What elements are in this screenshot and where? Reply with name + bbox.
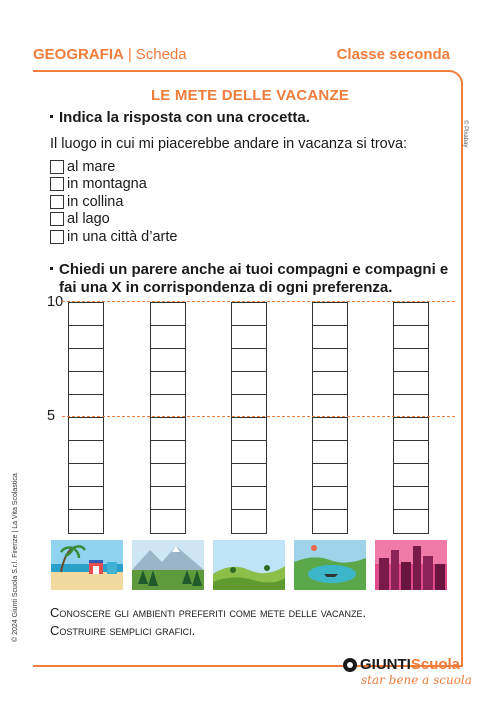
- tally-cell[interactable]: [69, 349, 103, 372]
- tally-cell[interactable]: [151, 303, 185, 326]
- y-label-max: 10: [47, 294, 64, 310]
- instruction-2: [50, 261, 448, 297]
- tally-cell[interactable]: [394, 441, 428, 464]
- bullet-icon: [50, 267, 53, 270]
- checkbox[interactable]: [50, 160, 64, 174]
- tally-cell[interactable]: [69, 372, 103, 395]
- tally-cell[interactable]: [151, 326, 185, 349]
- logo-brand-accent: Scuola: [410, 656, 461, 673]
- tally-cell[interactable]: [232, 326, 266, 349]
- tally-cell[interactable]: [151, 487, 185, 510]
- tally-cell[interactable]: [313, 395, 347, 418]
- tally-cell[interactable]: [232, 464, 266, 487]
- tally-column[interactable]: [393, 302, 429, 534]
- copyright-sidebar: [12, 472, 22, 642]
- options-list: [50, 158, 177, 246]
- tally-cell[interactable]: [69, 326, 103, 349]
- tally-cell[interactable]: [232, 303, 266, 326]
- tally-cell[interactable]: [151, 441, 185, 464]
- header-subject-line: [33, 46, 187, 63]
- tally-cell[interactable]: [394, 349, 428, 372]
- option-item[interactable]: [50, 158, 177, 176]
- tally-cell[interactable]: [313, 303, 347, 326]
- option-label: al lago: [67, 211, 110, 228]
- tally-cell[interactable]: [232, 395, 266, 418]
- tally-cell[interactable]: [394, 464, 428, 487]
- y-label-mid: 5: [47, 408, 56, 424]
- tally-cell[interactable]: [394, 395, 428, 418]
- tally-cell[interactable]: [313, 464, 347, 487]
- checkbox[interactable]: [50, 212, 64, 226]
- tally-cell[interactable]: [69, 487, 103, 510]
- tally-cell[interactable]: [232, 349, 266, 372]
- logo-tagline: star bene a scuola: [361, 673, 472, 687]
- tally-cell[interactable]: [151, 464, 185, 487]
- header-separator: |: [127, 46, 132, 63]
- section-label: Scheda: [135, 46, 187, 63]
- tally-cell[interactable]: [313, 349, 347, 372]
- tally-cell[interactable]: [394, 372, 428, 395]
- photo-credit: [462, 120, 476, 150]
- tally-cell[interactable]: [394, 418, 428, 441]
- tally-cell[interactable]: [69, 418, 103, 441]
- giunti-scuola-logo: [343, 656, 472, 687]
- tally-cell[interactable]: [232, 510, 266, 533]
- beach-picture: [51, 540, 123, 590]
- tally-cell[interactable]: [69, 464, 103, 487]
- tally-cell[interactable]: [313, 326, 347, 349]
- copyright-text: © 2024 Giunti Scuola S.r.l. Firenze | La Vita Scolastica: [12, 473, 19, 642]
- tally-cell[interactable]: [394, 510, 428, 533]
- tally-cell[interactable]: [151, 372, 185, 395]
- bullet-icon: [50, 115, 53, 118]
- tally-cell[interactable]: [151, 510, 185, 533]
- lake-picture: [294, 540, 366, 590]
- mountain-picture: [132, 540, 204, 590]
- tally-cell[interactable]: [394, 326, 428, 349]
- tally-cell[interactable]: [151, 349, 185, 372]
- option-item[interactable]: [50, 228, 177, 246]
- city-picture: [375, 540, 447, 590]
- tally-column[interactable]: [312, 302, 348, 534]
- instruction-1-text: Indica la risposta con una crocetta.: [59, 109, 310, 126]
- tally-cell[interactable]: [232, 418, 266, 441]
- tally-column[interactable]: [68, 302, 104, 534]
- tally-cell[interactable]: [232, 441, 266, 464]
- tally-cell[interactable]: [69, 441, 103, 464]
- tally-column[interactable]: [231, 302, 267, 534]
- tally-cell[interactable]: [232, 487, 266, 510]
- tally-cell[interactable]: [69, 510, 103, 533]
- option-label: in collina: [67, 193, 124, 210]
- tally-cell[interactable]: [313, 418, 347, 441]
- hill-picture: [213, 540, 285, 590]
- tally-cell[interactable]: [394, 303, 428, 326]
- logo-brand: GIUNTI: [360, 656, 411, 673]
- tally-cell[interactable]: [394, 487, 428, 510]
- tally-cell[interactable]: [151, 395, 185, 418]
- option-item[interactable]: [50, 211, 177, 229]
- instruction-2-line-2: fai una X in corrispondenza di ogni preferenza.: [59, 279, 393, 296]
- tally-cell[interactable]: [151, 418, 185, 441]
- subject: GEOGRAFIA: [33, 46, 124, 63]
- option-item[interactable]: [50, 193, 177, 211]
- option-item[interactable]: [50, 176, 177, 194]
- option-label: al mare: [67, 158, 116, 175]
- page-title: LE METE DELLE VACANZE: [150, 87, 350, 104]
- question-text: Il luogo in cui mi piacerebbe andare in vacanza si trova:: [50, 136, 408, 152]
- instruction-2-line-1: Chiedi un parere anche ai tuoi compagni e compagni e: [59, 261, 449, 278]
- tally-cell[interactable]: [313, 510, 347, 533]
- grade-label: Classe seconda: [336, 46, 450, 63]
- tally-column[interactable]: [150, 302, 186, 534]
- photo-credit-text: © Pixabay: [462, 120, 468, 148]
- tally-cell[interactable]: [313, 487, 347, 510]
- option-label: in una città d’arte: [67, 228, 178, 245]
- checkbox[interactable]: [50, 230, 64, 244]
- tally-cell[interactable]: [313, 441, 347, 464]
- option-label: in montagna: [67, 176, 147, 193]
- footer-objective-2: Costruire semplici grafici.: [50, 623, 196, 638]
- tally-cell[interactable]: [313, 372, 347, 395]
- footer-objective-1: Conoscere gli ambienti preferiti come mete delle vacanze.: [50, 605, 367, 620]
- tally-cell[interactable]: [69, 395, 103, 418]
- logo-g-icon: [343, 658, 357, 672]
- tally-cell[interactable]: [232, 372, 266, 395]
- tally-cell[interactable]: [69, 303, 103, 326]
- checkbox[interactable]: [50, 177, 64, 191]
- instruction-1: [50, 109, 310, 127]
- checkbox[interactable]: [50, 195, 64, 209]
